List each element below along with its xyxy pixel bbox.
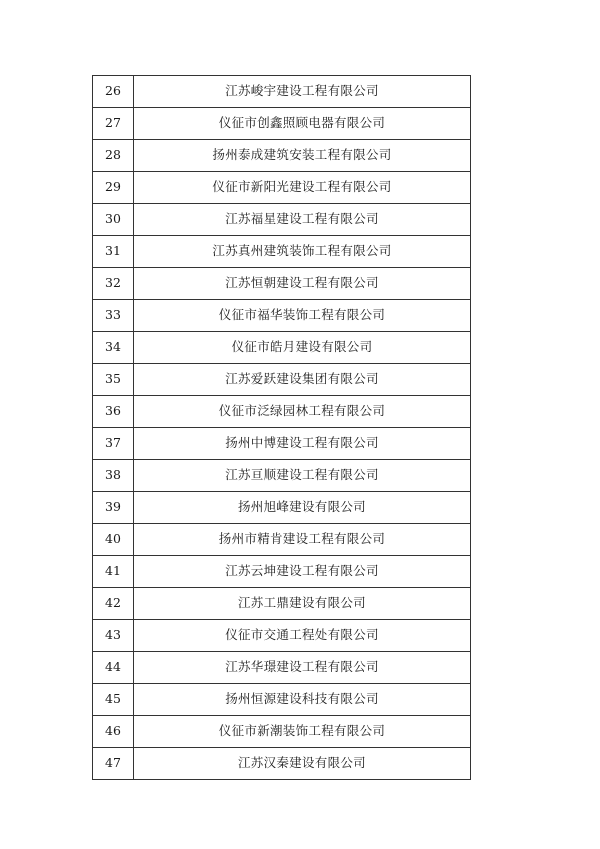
table-row [93,236,471,268]
row-number: 44 [93,652,134,684]
company-name: 江苏真州建筑装饰工程有限公司 [134,236,471,268]
table-row [93,620,471,652]
company-name: 扬州中博建设工程有限公司 [134,428,471,460]
row-number: 43 [93,620,134,652]
company-name: 江苏云坤建设工程有限公司 [134,556,471,588]
row-number: 33 [93,300,134,332]
table-row [93,588,471,620]
row-number: 32 [93,268,134,300]
row-number: 37 [93,428,134,460]
row-number: 41 [93,556,134,588]
table-row [93,108,471,140]
company-name: 扬州泰成建筑安装工程有限公司 [134,140,471,172]
table-row [93,460,471,492]
table-row [93,172,471,204]
table-row [93,492,471,524]
row-number: 30 [93,204,134,236]
company-list-table [92,75,471,780]
company-name: 仪征市创鑫照顾电器有限公司 [134,108,471,140]
row-number: 38 [93,460,134,492]
table-row [93,524,471,556]
company-name: 江苏华璟建设工程有限公司 [134,652,471,684]
company-name: 仪征市新潮装饰工程有限公司 [134,716,471,748]
row-number: 31 [93,236,134,268]
company-name: 仪征市福华装饰工程有限公司 [134,300,471,332]
company-name: 江苏爱跃建设集团有限公司 [134,364,471,396]
company-name: 江苏亘顺建设工程有限公司 [134,460,471,492]
row-number: 46 [93,716,134,748]
company-name: 江苏峻宇建设工程有限公司 [134,76,471,108]
row-number: 28 [93,140,134,172]
table-row [93,652,471,684]
row-number: 34 [93,332,134,364]
company-name: 江苏恒朝建设工程有限公司 [134,268,471,300]
company-name: 仪征市泛绿园林工程有限公司 [134,396,471,428]
table-body [93,76,471,780]
table-row [93,396,471,428]
table-row [93,300,471,332]
row-number: 29 [93,172,134,204]
company-name: 扬州市精肯建设工程有限公司 [134,524,471,556]
company-name: 扬州恒源建设科技有限公司 [134,684,471,716]
table-row [93,364,471,396]
table-row [93,748,471,780]
company-name: 扬州旭峰建设有限公司 [134,492,471,524]
row-number: 40 [93,524,134,556]
table-row [93,716,471,748]
table-row [93,428,471,460]
row-number: 26 [93,76,134,108]
company-name: 仪征市皓月建设有限公司 [134,332,471,364]
table-row [93,268,471,300]
company-name: 江苏工鼎建设有限公司 [134,588,471,620]
row-number: 47 [93,748,134,780]
company-name: 仪征市新阳光建设工程有限公司 [134,172,471,204]
table-row [93,76,471,108]
company-name: 江苏福星建设工程有限公司 [134,204,471,236]
table-row [93,684,471,716]
table-row [93,140,471,172]
table-row [93,204,471,236]
company-name: 仪征市交通工程处有限公司 [134,620,471,652]
row-number: 42 [93,588,134,620]
row-number: 36 [93,396,134,428]
company-name: 江苏汉秦建设有限公司 [134,748,471,780]
table-row [93,332,471,364]
row-number: 35 [93,364,134,396]
row-number: 45 [93,684,134,716]
row-number: 39 [93,492,134,524]
table-row [93,556,471,588]
row-number: 27 [93,108,134,140]
